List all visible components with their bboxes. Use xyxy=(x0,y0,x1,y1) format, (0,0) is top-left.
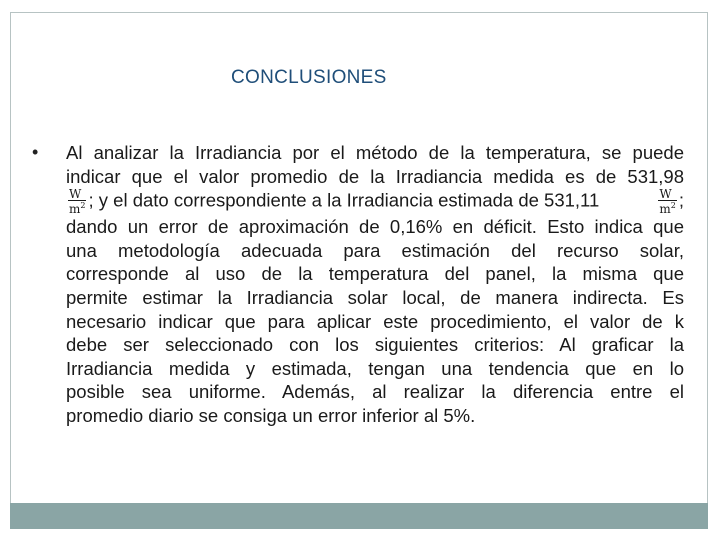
unit-denominator: m xyxy=(659,202,671,217)
paragraph-line: una metodología adecuada para estimación del recurso solar, xyxy=(66,239,684,261)
paragraph-line: permite estimar la Irradiancia solar local, de manera indirecta. Es xyxy=(66,286,684,308)
paragraph-line: debe ser seleccionado con los siguientes criterios: Al graficar la xyxy=(66,334,684,356)
paragraph-line: dando un error de aproximación de 0,16% en déficit. Esto indica que xyxy=(66,216,684,238)
unit-fraction xyxy=(66,188,599,215)
footer-bar xyxy=(10,503,708,529)
paragraph-line: posible sea uniforme. Además, al realizar la diferencia entre el xyxy=(66,381,684,403)
paragraph-line: Al analizar la Irradiancia por el método de la temperatura, se puede xyxy=(66,142,684,163)
paragraph-line: Irradiancia medida y estimada, tengan una tendencia que en lo xyxy=(66,357,684,379)
paragraph-line-with-units xyxy=(66,188,684,215)
page-title: CONCLUSIONES xyxy=(231,67,387,88)
paragraph-line: indicar que el valor promedio de la Irradiancia medida es de 531,98 xyxy=(66,165,684,187)
unit-fraction xyxy=(656,188,684,215)
unit-denominator: m xyxy=(69,202,81,217)
unit-numerator: W xyxy=(69,187,82,202)
paragraph-line: corresponde al uso de la temperatura del panel, la misma que xyxy=(66,263,684,285)
unit-numerator: W xyxy=(659,187,672,202)
paragraph-segment: ; y el dato correspondiente a la Irradiancia estimada de 531,11 xyxy=(88,189,600,211)
unit-exponent: 2 xyxy=(670,201,676,211)
paragraph-segment: ; xyxy=(678,189,684,211)
conclusion-paragraph xyxy=(66,141,684,428)
unit-exponent: 2 xyxy=(80,201,86,211)
paragraph-line: necesario indicar que para aplicar este procedimiento, el valor de k xyxy=(66,310,684,332)
paragraph-line: promedio diario se consiga un error inferior al 5%. xyxy=(66,404,476,426)
bullet-marker: • xyxy=(32,142,39,162)
